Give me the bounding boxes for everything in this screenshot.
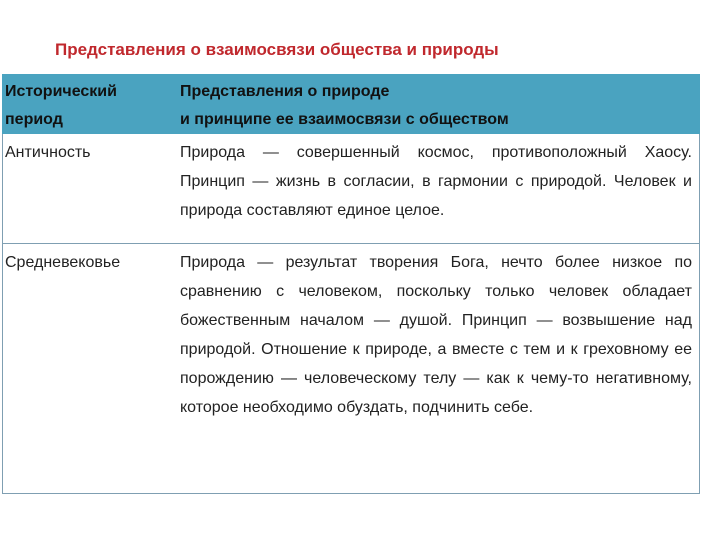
row-antiquity-period: Античность xyxy=(5,144,91,161)
page-title: Представления о взаимосвязи общества и природы xyxy=(55,40,499,59)
header-views-line-1: Представления о природе xyxy=(180,83,390,100)
header-views-line-2: и принципе ее взаимосвязи с обществом xyxy=(180,111,509,128)
row-antiquity-text: Природа — совершенный космос, противоположный Хаосу. Принцип — жизнь в согласии, в гармонии с природой. Человек и природа составляют единое целое. xyxy=(180,144,692,219)
header-period xyxy=(5,78,165,134)
row-middle-ages-text: Природа — результат творения Бога, нечто более низкое по сравнению с человеком, поскольку только человек обладает божественным началом — душой. Принцип — возвышение над природой. Отношение к природе, а вместе с тем и к греховному ее порождению — человеческому телу — как к чему-то негативному, которое необходимо обуздать, подчинить себе. xyxy=(180,254,692,416)
header-period-line-1: Исторический xyxy=(5,83,117,100)
header-period-line-2: период xyxy=(5,111,63,128)
header-views xyxy=(180,78,692,134)
row-middle-ages-period: Средневековье xyxy=(5,254,121,271)
row-divider xyxy=(2,243,700,244)
